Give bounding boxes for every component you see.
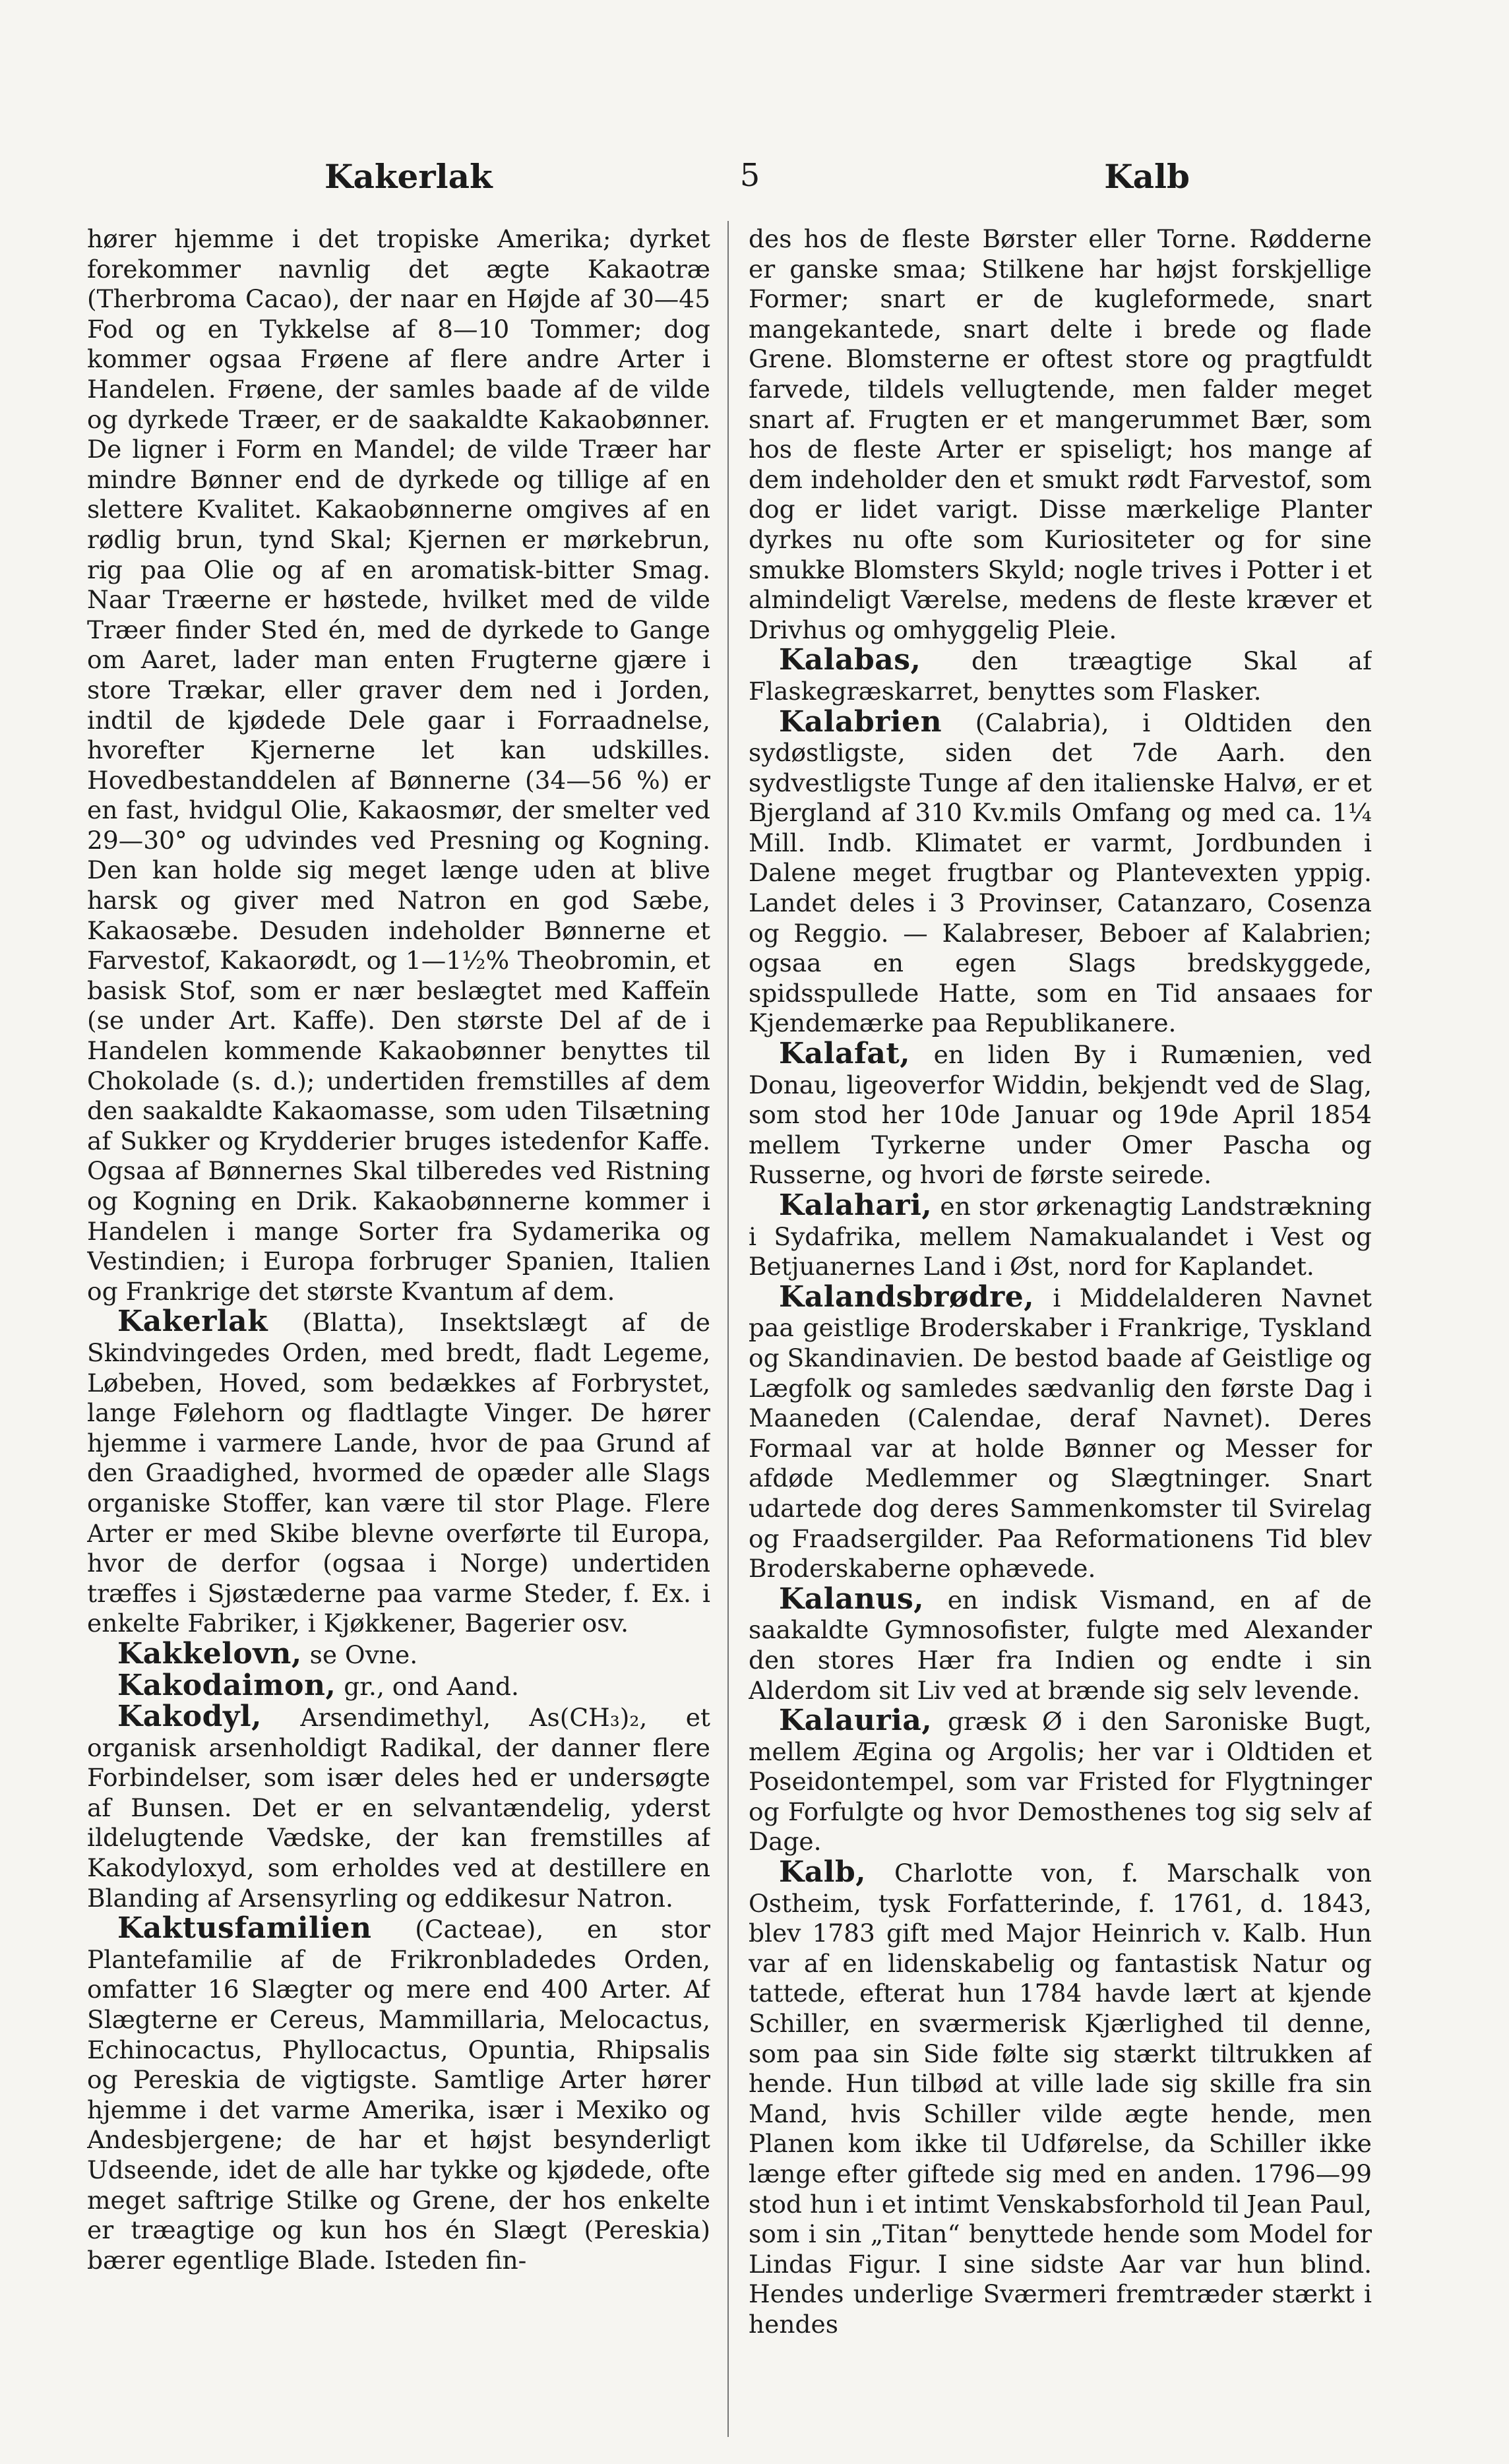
headword: Kaktusfamilien xyxy=(117,1911,372,1946)
entry-text: en stor ørkenagtig Landstrækning i Sydafrika, mellem Namakualandet i Vest og Betjuanernes Land i Øst, nord for Kaplandet. xyxy=(749,1192,1372,1281)
entry-kalb xyxy=(749,1857,1372,2340)
entry-kalafat xyxy=(749,1039,1372,1190)
entry-kalauria xyxy=(749,1706,1372,1857)
entry-kalanus xyxy=(749,1584,1372,1706)
entry-text: den træagtige Skal af Flaskegræskarret, benyttes som Flasker. xyxy=(749,646,1372,706)
entry-text: en indisk Vismand, en af de saakaldte Gymnosofister, fulgte med Alexander den stores Hær fra Indien og endte i sin Alderdom sit Liv ved at brænde sig selv levende. xyxy=(749,1585,1372,1705)
left-column xyxy=(87,224,710,2440)
entry-kakodaimon xyxy=(87,1668,710,1702)
entry-kakodyl xyxy=(87,1702,710,1913)
entry-text: se Ovne. xyxy=(301,1640,418,1669)
entry-kalabrien xyxy=(749,704,1372,1039)
headword: Kakodaimon, xyxy=(117,1668,336,1702)
entry-text: des hos de fleste Børster eller Torne. Rødderne er ganske smaa; Stilkene har højst forskjellige Former; snart er de kugleformede, snart mangekantede, snart delte i brede og flade Grene. Blomsterne er oftest store og pragtfuldt farvede, tildels vellugtende, men falder meget snart af. Frugten er et mangerummet Bær, som hos de fleste Arter er spiseligt; hos mange af dem indeholder den et smukt rødt Farvestof, som dog er lidet varigt. Disse mærkelige Planter dyrkes nu ofte som Kuriositeter og for sine smukke Blomsters Skyld; nogle trives i Potter i et almindeligt Værelse, medens de fleste kræver et Drivhus og omhyggelig Pleie. xyxy=(749,224,1372,644)
entry-continuation xyxy=(87,224,710,1307)
headword: Kalafat, xyxy=(779,1037,911,1071)
entry-kalabas xyxy=(749,645,1372,706)
entry-kakerlak xyxy=(87,1307,710,1639)
entry-text: Charlotte von, f. Marschalk von Ostheim, tysk Forfatterinde, f. 1761, d. 1843, blev 1783 gift med Major Heinrich v. Kalb. Hun var af en lidenskabelig og fantastisk Natur og tattede, efterat hun 1784 havde lært at kjende Schiller, en sværmerisk Kjærlighed til denne, som paa sin Side følte sig stærkt tiltrukken af hende. Hun tilbød at ville lade sig skille fra sin Mand, hvis Schiller vilde ægte hende, men Planen kom ikke til Udførelse, da Schiller ikke længe efter giftede sig med en anden. 1796—99 stod hun i et intimt Venskabsforhold til Jean Paul, som i sin „Titan“ benyttede hende som Model for Lindas Figur. I sine sidste Aar var hun blind. Hendes underlige Sværmeri fremtræder stærkt i hendes xyxy=(749,1859,1372,2339)
headword: Kalanus, xyxy=(779,1582,925,1616)
entry-continuation xyxy=(749,224,1372,645)
headword: Kakerlak xyxy=(117,1305,268,1339)
headword: Kalabrien xyxy=(779,704,942,739)
column-divider xyxy=(727,221,729,2437)
entry-text: græsk Ø i den Saroniske Bugt, mellem Ægina og Argolis; her var i Oldtiden et Poseidontempel, som var Fristed for Flygtninger og Forfulgte og hvor Demosthenes tog sig selv af Dage. xyxy=(749,1707,1372,1857)
headword: Kakkelovn, xyxy=(117,1636,302,1671)
running-header xyxy=(87,157,1427,197)
headword: Kakodyl, xyxy=(117,1700,262,1734)
headword: Kalauria, xyxy=(779,1704,933,1738)
header-left-guideword: Kakerlak xyxy=(324,157,493,196)
headword: Kalahari, xyxy=(779,1188,933,1222)
entry-kalahari xyxy=(749,1190,1372,1282)
entry-text: (Cacteae), en stor Plantefamilie af de Frikronbladedes Orden, omfatter 16 Slægter og mere end 400 Arter. Af Slægterne er Cereus, Mammillaria, Melocactus, Echinocactus, Phyllocactus, Opuntia, Rhipsalis og Pereskia de vigtigste. Samtlige Arter hører hjemme i det varme Amerika, især i Mexiko og Andesbjergene; de har et højst besynderligt Udseende, idet de alle har tykke og kjødede, ofte meget saftrige Stilke og Grene, der hos enkelte er træagtige og kun hos én Slægt (Pereskia) bærer egentlige Blade. Isteden fin- xyxy=(87,1915,710,2275)
entry-kaktusfamilien xyxy=(87,1913,710,2275)
page-number: 5 xyxy=(739,157,760,194)
headword: Kalabas, xyxy=(779,643,921,677)
entry-text: Arsendimethyl, As(CH₃)₂, et organisk arsenholdigt Radikal, der danner flere Forbindelser, som især deles hed er undersøgte af Bunsen. Det er en selvantændelig, yderst ildelugtende Vædske, der kan fremstilles af Kakodyloxyd, som erholdes ved at destillere en Blanding af Arsensyrling og eddikesur Natron. xyxy=(87,1703,710,1913)
entry-kakkelovn xyxy=(87,1636,710,1671)
header-right-guideword: Kalb xyxy=(1104,157,1190,196)
entry-text: hører hjemme i det tropiske Amerika; dyrket forekommer navnlig det ægte Kakaotræ (Therbroma Cacao), der naar en Højde af 30—45 Fod og en Tykkelse af 8—10 Tommer; dog kommer ogsaa Frøene af flere andre Arter i Handelen. Frøene, der samles baade af de vilde og dyrkede Træer, er de saakaldte Kakaobønner. De ligner i Form en Mandel; de vilde Træer har mindre Bønner end de dyrkede og tillige af en slettere Kvalitet. Kakaobønnerne omgives af en rødlig brun, tynd Skal; Kjernen er mørkebrun, rig paa Olie og af en aromatisk-bitter Smag. Naar Træerne er høstede, hvilket med de vilde Træer finder Sted én, med de dyrkede to Gange om Aaret, lader man enten Frugterne gjære i store Trækar, eller graver dem ned i Jorden, indtil de kjødede Dele gaar i Forraadnelse, hvorefter Kjernerne let kan udskilles. Hovedbestanddelen af Bønnerne (34—56 %) er en fast, hvidgul Olie, Kakaosmør, der smelter ved 29—30° og udvindes ved Presning og Kogning. Den kan holde sig meget længe uden at blive harsk og giver med Natron en god Sæbe, Kakaosæbe. Desuden indeholder Bønnerne et Farvestof, Kakaorødt, og 1—1½% Theobromin, et basisk Stof, som er nær beslægtet med Kaffeïn (se under Art. Kaffe). Den største Del af de i Handelen kommende Kakaobønner benyttes til Chokolade (s. d.); undertiden fremstilles af dem den saakaldte Kakaomasse, som uden Tilsætning af Sukker og Krydderier bruges istedenfor Kaffe. Ogsaa af Bønnernes Skal tilberedes ved Ristning og Kogning en Drik. Kakaobønnerne kommer i Handelen i mange Sorter fra Sydamerika og Vestindien; i Europa forbruger Spanien, Italien og Frankrige det største Kvantum af dem. xyxy=(87,224,710,1306)
entry-kalandsbrodre xyxy=(749,1279,1372,1584)
entry-text: (Blatta), Insektslægt af de Skindvingedes Orden, med bredt, fladt Legeme, Løbeben, Hoved, som bedækkes af Forbrystet, lange Følehorn og fladtlagte Vinger. De hører hjemme i varmere Lande, hvor de paa Grund af den Graadighed, hvormed de opæder alle Slags organiske Stoffer, kan være til stor Plage. Flere Arter er med Skibe blevne overførte til Europa, hvor de derfor (ogsaa i Norge) undertiden træffes i Sjøstæderne paa varme Steder, f. Ex. i enkelte Fabriker, i Kjøkkener, Bagerier osv. xyxy=(87,1308,710,1638)
entry-text: en liden By i Rumænien, ved Donau, ligeoverfor Widdin, bekjendt ved de Slag, som stod her 10de Januar og 19de April 1854 mellem Tyrkerne under Omer Pascha og Russerne, og hvori de første seirede. xyxy=(749,1040,1372,1190)
entry-text: gr., ond Aand. xyxy=(336,1671,519,1701)
right-column xyxy=(749,224,1372,2440)
headword: Kalandsbrødre, xyxy=(779,1279,1035,1314)
entry-text: (Calabria), i Oldtiden den sydøstligste, siden det 7de Aarh. den sydvestligste Tunge af den italienske Halvø, er et Bjergland af 310 Kv.mils Omfang og med ca. 1¼ Mill. Indb. Klimatet er varmt, Jordbunden i Dalene meget frugtbar og Plantevexten yppig. Landet deles i 3 Provinser, Catanzaro, Cosenza og Reggio. — Kalabreser, Beboer af Kalabrien; ogsaa en egen Slags bredskyggede, spidsspullede Hatte, som en Tid ansaaes for Kjendemærke paa Republikanere. xyxy=(749,708,1372,1038)
headword: Kalb, xyxy=(779,1855,867,1890)
entry-text: i Middelalderen Navnet paa geistlige Broderskaber i Frankrige, Tyskland og Skandinavien. De bestod baade af Geistlige og Lægfolk og samledes sædvanlig den første Dag i Maaneden (Calendae, deraf Navnet). Deres Formaal var at holde Bønner og Messer for afdøde Medlemmer og Slægtninger. Snart udartede dog deres Sammenkomster til Svirelag og Fraadsergilder. Paa Reformationens Tid blev Broderskaberne ophævede. xyxy=(749,1283,1372,1584)
